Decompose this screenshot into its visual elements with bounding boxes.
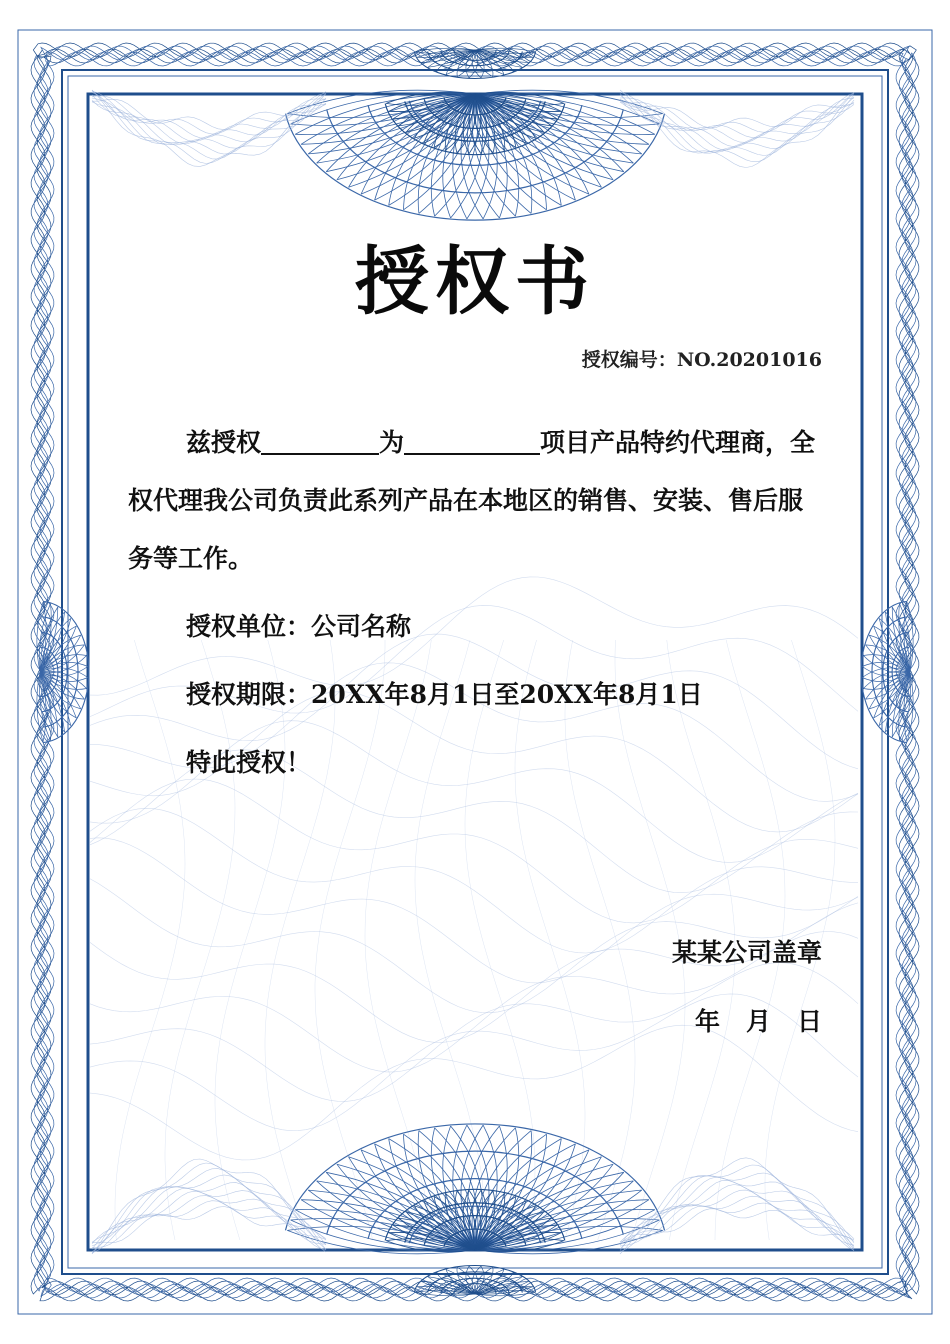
date-year: 年 [694, 1007, 720, 1036]
date-month: 月 [745, 1007, 771, 1036]
period-label: 授权期限： [186, 680, 312, 709]
serial-label: 授权编号： [581, 349, 677, 371]
body-text [128, 414, 824, 792]
unit-value: 公司名称 [311, 612, 412, 641]
paragraph-suffix: 项目产品特约代理商，全权代理我公司负责此系列产品在本地区的销售、安装、售后服务等工作。 [128, 428, 816, 573]
name-blank[interactable] [261, 419, 379, 455]
paragraph-middle: 为 [379, 428, 405, 457]
page-title: 授权书 [355, 239, 595, 325]
authorizing-unit [128, 598, 824, 656]
authorization-period [128, 666, 824, 724]
serial-number [582, 344, 822, 376]
serial-value: NO.20201016 [676, 349, 822, 371]
company-seal-line: 某某公司盖章 [671, 938, 822, 967]
project-blank[interactable] [404, 419, 540, 455]
unit-label: 授权单位： [186, 612, 312, 641]
authorization-paragraph [128, 414, 824, 588]
date-line [695, 997, 822, 1047]
period-value: 20XX年8月1日至20XX年8月1日 [311, 680, 703, 709]
closing-line: 特此授权！ [186, 748, 312, 777]
date-day: 日 [796, 1007, 822, 1036]
paragraph-prefix: 兹授权 [186, 428, 262, 457]
